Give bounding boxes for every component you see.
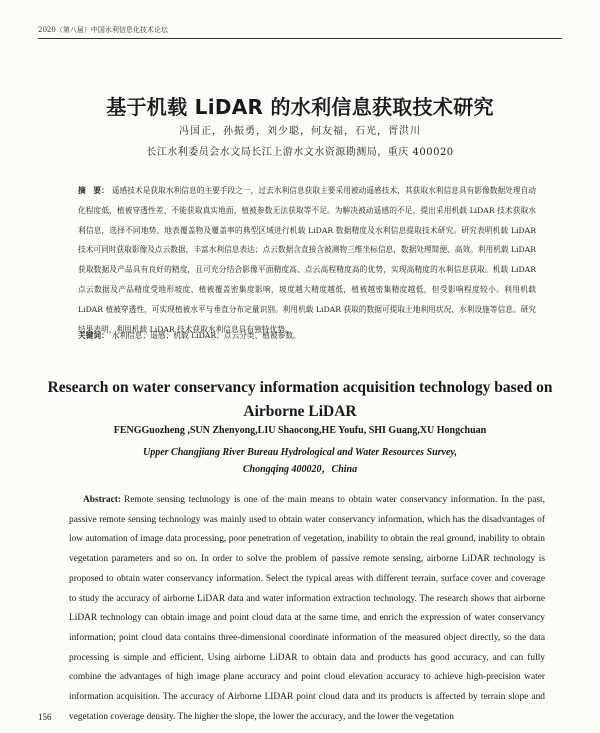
chinese-title: 基于机载 LiDAR 的水利信息获取技术研究 [106, 95, 494, 119]
chinese-abstract [78, 181, 536, 339]
chinese-keywords-text: 水利信息；遥感；机载 LiDAR；点云分类、植被参数。 [111, 331, 301, 340]
english-authors: FENGGuozheng ,SUN Zhenyong,LIU Shaocong,HE Youfu, SHI Guang,XU Hongchuan [113, 425, 487, 436]
page-number: 156 [38, 712, 52, 722]
english-abstract-text: Remote sensing technology is one of the main means to obtain water conservancy information. In the past, passive remote sensing technology was mainly used to obtain water conservancy information, which has the disadvantages of low automation of image data processing, poor penetration of vegetation, inability to obtain the real ground, inability to obtain vegetation parameters and so on. In order to solve the problem of passive remote sensing, airborne LiDAR technology is proposed to obtain water conservancy information. Select the typical areas with different terrain, surface cover and coverage to study the accuracy of airborne LiDAR data and water information extraction technology. The research shows that airborne LiDAR technology can obtain image and point cloud data at the same time, and enrich the expression of water conservancy information; point cloud data contains three-dimensional coordinate information of the measured object directly, so the data processing is simple and efficient. Using airborne LiDAR to obtain data and products has good accuracy, and can fully combine the advantages of high image plane accuracy and point cloud elevation accuracy to achieve high-precision water information acquisition. The accuracy of Airborne LIDAR point cloud data and its products is affected by terrain slope and vegetation coverage density. The higher the slope, the lower the accuracy, and the lower the vegetation [69, 495, 545, 722]
running-head: 2020（第八届）中国水利信息化技术论坛 [38, 26, 168, 34]
chinese-keywords-label: 关键词： [78, 331, 109, 340]
english-abstract-label: Abstract: [83, 495, 122, 505]
english-abstract [69, 491, 545, 727]
english-affiliation-line2: Chongqing 400020，China [242, 464, 358, 475]
header-rule [38, 38, 562, 39]
chinese-abstract-label: 摘 要： [78, 186, 109, 195]
english-title: Research on water conservancy information acquisition technology based on Airborne LiDAR [47, 379, 553, 420]
english-affiliation-line1: Upper Changjiang River Bureau Hydrological and Water Resources Survey, [142, 447, 457, 458]
chinese-authors: 冯国正，孙振勇，刘少聪，何友福，石光，胥洪川 [179, 126, 421, 137]
chinese-abstract-text: 遥感技术是获取水利信息的主要手段之一，过去水利信息获取主要采用被动遥感技术，其获取水利信息具有影像数据处理自动化程度低，植被穿透性差、不能获取真实地面、植被参数无法获取等不足。为解决被动遥感的不足，提出采用机载 LiDAR 技术获取水利信息，选择不同地势、地表覆盖物及覆盖率的典型区域进行机载 LiDAR 数据精度及水利信息提取技术研究。研究表明机载 LiDAR 技术可同时获取影像及点云数据，丰富水利信息表达；点云数据含直接含被测物三维坐标信息，数据处理简便、高效。利用机载 LiDAR 获取数据及产品具有良好的精度，且可充分结合影像平面精度高、点云高程精度高的优势，实现高精度的水利信息获取。机载 LiDAR 点云数据及产品精度受地形坡度、植被覆盖密集度影响，坡度越大精度越低，植被越密集精度越低，但受影响程度较小。利用机载 LiDAR 植被穿透性，可实现植被水平与垂直分布定量识别。利用机载 LiDAR 获取的数据可提取土地利用状况、水利设施等信息。研究结果表明，利用机载 LiDAR 技术获取水利信息具有独特优势。 [78, 186, 537, 334]
chinese-keywords [78, 330, 536, 341]
chinese-affiliation: 长江水利委员会水文局长江上游水文水资源勘测局，重庆 400020 [146, 147, 454, 158]
english-affiliation [0, 444, 600, 478]
